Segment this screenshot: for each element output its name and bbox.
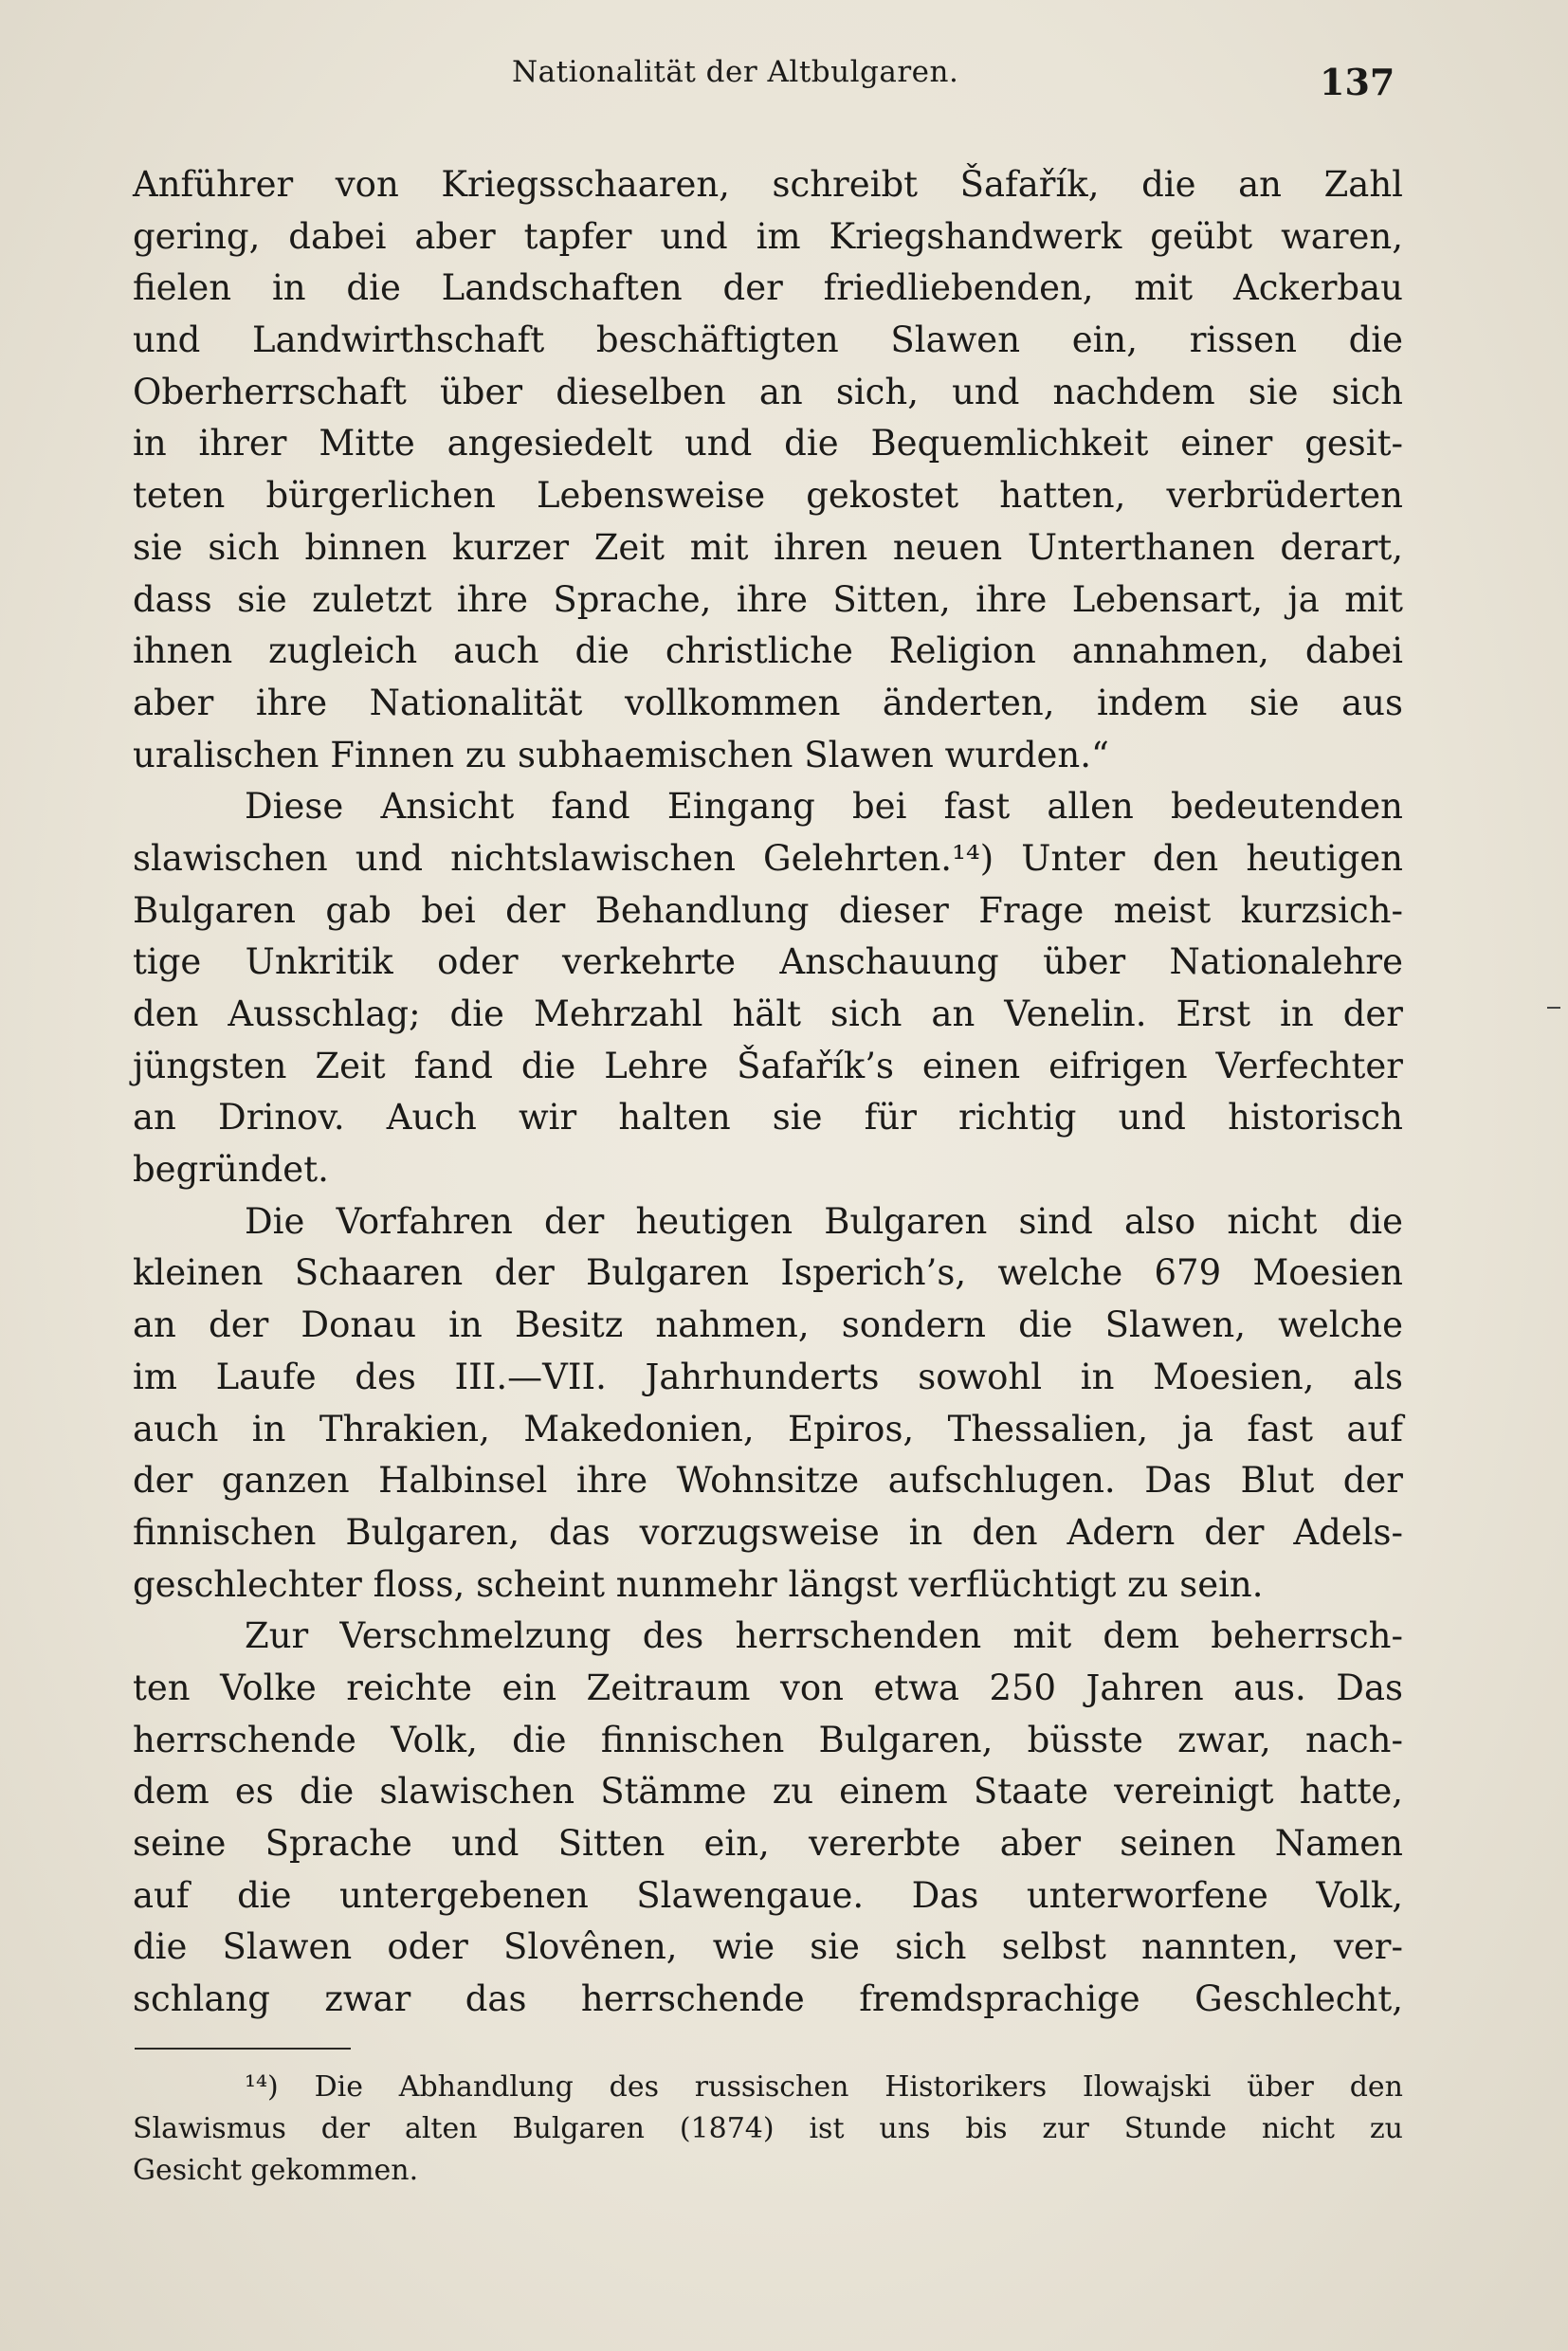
margin-mark [1547, 1007, 1560, 1009]
text-line: aber ihre Nationalität vollkommen änderten, indem sie aus [133, 682, 1403, 723]
text-line: die Slawen oder Slovênen, wie sie sich selbst nannten, ver- [133, 1926, 1403, 1968]
footnote-line: Gesicht gekommen. [133, 2154, 419, 2187]
main-text [133, 159, 1403, 2026]
text-line: jüngsten Zeit fand die Lehre Šafařík’s einen eifrigen Verfechter [133, 1045, 1403, 1086]
text-line: uralischen Finnen zu subhaemischen Slawen wurden.“ [133, 734, 1109, 775]
text-line: finnischen Bulgaren, das vorzugsweise in den Adern der Adels- [133, 1511, 1403, 1553]
text-line: Anführer von Kriegsschaaren, schreibt Šafařík, die an Zahl [133, 164, 1403, 205]
text-line: und Landwirthschaft beschäftigten Slawen ein, rissen die [133, 319, 1403, 361]
text-line: herrschende Volk, die finnischen Bulgaren, büsste zwar, nach- [133, 1719, 1403, 1760]
footnote-block [133, 2067, 1403, 2192]
text-line: auf die untergebenen Slawengaue. Das unterworfene Volk, [133, 1874, 1403, 1916]
page-number: 137 [1320, 61, 1395, 103]
paragraph-start-line: Die Vorfahren der heutigen Bulgaren sind also nicht die [245, 1200, 1403, 1242]
text-line: kleinen Schaaren der Bulgaren Isperich’s, welche 679 Moesien [133, 1252, 1403, 1294]
text-line: begründet. [133, 1149, 329, 1191]
paragraph-start-line: Diese Ansicht fand Eingang bei fast allen bedeutenden [245, 786, 1403, 828]
text-line: teten bürgerlichen Lebensweise gekostet hatten, verbrüderten [133, 475, 1403, 517]
footnote-line: Slawismus der alten Bulgaren (1874) ist uns bis zur Stunde nicht zu [133, 2112, 1403, 2145]
text-line: an der Donau in Besitz nahmen, sondern die Slawen, welche [133, 1304, 1403, 1346]
text-line: an Drinov. Auch wir halten sie für richtig und historisch [133, 1097, 1403, 1139]
text-line: geschlechter floss, scheint nunmehr längst verflüchtigt zu sein. [133, 1563, 1264, 1605]
footnote-line: ¹⁴) Die Abhandlung des russischen Historikers Ilowajski über den [245, 2070, 1403, 2104]
paragraph-start-line: Zur Verschmelzung des herrschenden mit dem beherrsch- [245, 1615, 1403, 1657]
text-line: den Ausschlag; die Mehrzahl hält sich an Venelin. Erst in der [133, 993, 1403, 1034]
text-line: der ganzen Halbinsel ihre Wohnsitze aufschlugen. Das Blut der [133, 1460, 1403, 1502]
text-line: schlang zwar das herrschende fremdsprachige Geschlecht, [133, 1978, 1403, 2020]
text-line: ihnen zugleich auch die christliche Religion annahmen, dabei [133, 630, 1403, 672]
footnote-divider [135, 2048, 351, 2050]
text-line: seine Sprache und Sitten ein, vererbte aber seinen Namen [133, 1823, 1403, 1864]
text-line: in ihrer Mitte angesiedelt und die Bequemlichkeit einer gesit- [133, 423, 1403, 465]
text-line: Bulgaren gab bei der Behandlung dieser Frage meist kurzsich- [133, 889, 1403, 931]
text-line: gering, dabei aber tapfer und im Kriegshandwerk geübt waren, [133, 215, 1403, 257]
text-line: dass sie zuletzt ihre Sprache, ihre Sitten, ihre Lebensart, ja mit [133, 578, 1403, 620]
text-line: im Laufe des III.—VII. Jahrhunderts sowohl in Moesien, als [133, 1356, 1403, 1397]
text-line: tige Unkritik oder verkehrte Anschauung über Nationalehre [133, 941, 1403, 983]
text-line: ten Volke reichte ein Zeitraum von etwa 250 Jahren aus. Das [133, 1667, 1403, 1708]
text-line: slawischen und nichtslawischen Gelehrten.¹⁴) Unter den heutigen [133, 837, 1403, 879]
text-line: sie sich binnen kurzer Zeit mit ihren neuen Unterthanen derart, [133, 526, 1403, 568]
text-line: dem es die slawischen Stämme zu einem Staate vereinigt hatte, [133, 1771, 1403, 1813]
running-title: Nationalität der Altbulgaren. [512, 55, 959, 89]
text-line: Oberherrschaft über dieselben an sich, und nachdem sie sich [133, 371, 1403, 412]
text-line: fielen in die Landschaften der friedliebenden, mit Ackerbau [133, 267, 1403, 309]
text-line: auch in Thrakien, Makedonien, Epiros, Thessalien, ja fast auf [133, 1408, 1403, 1449]
